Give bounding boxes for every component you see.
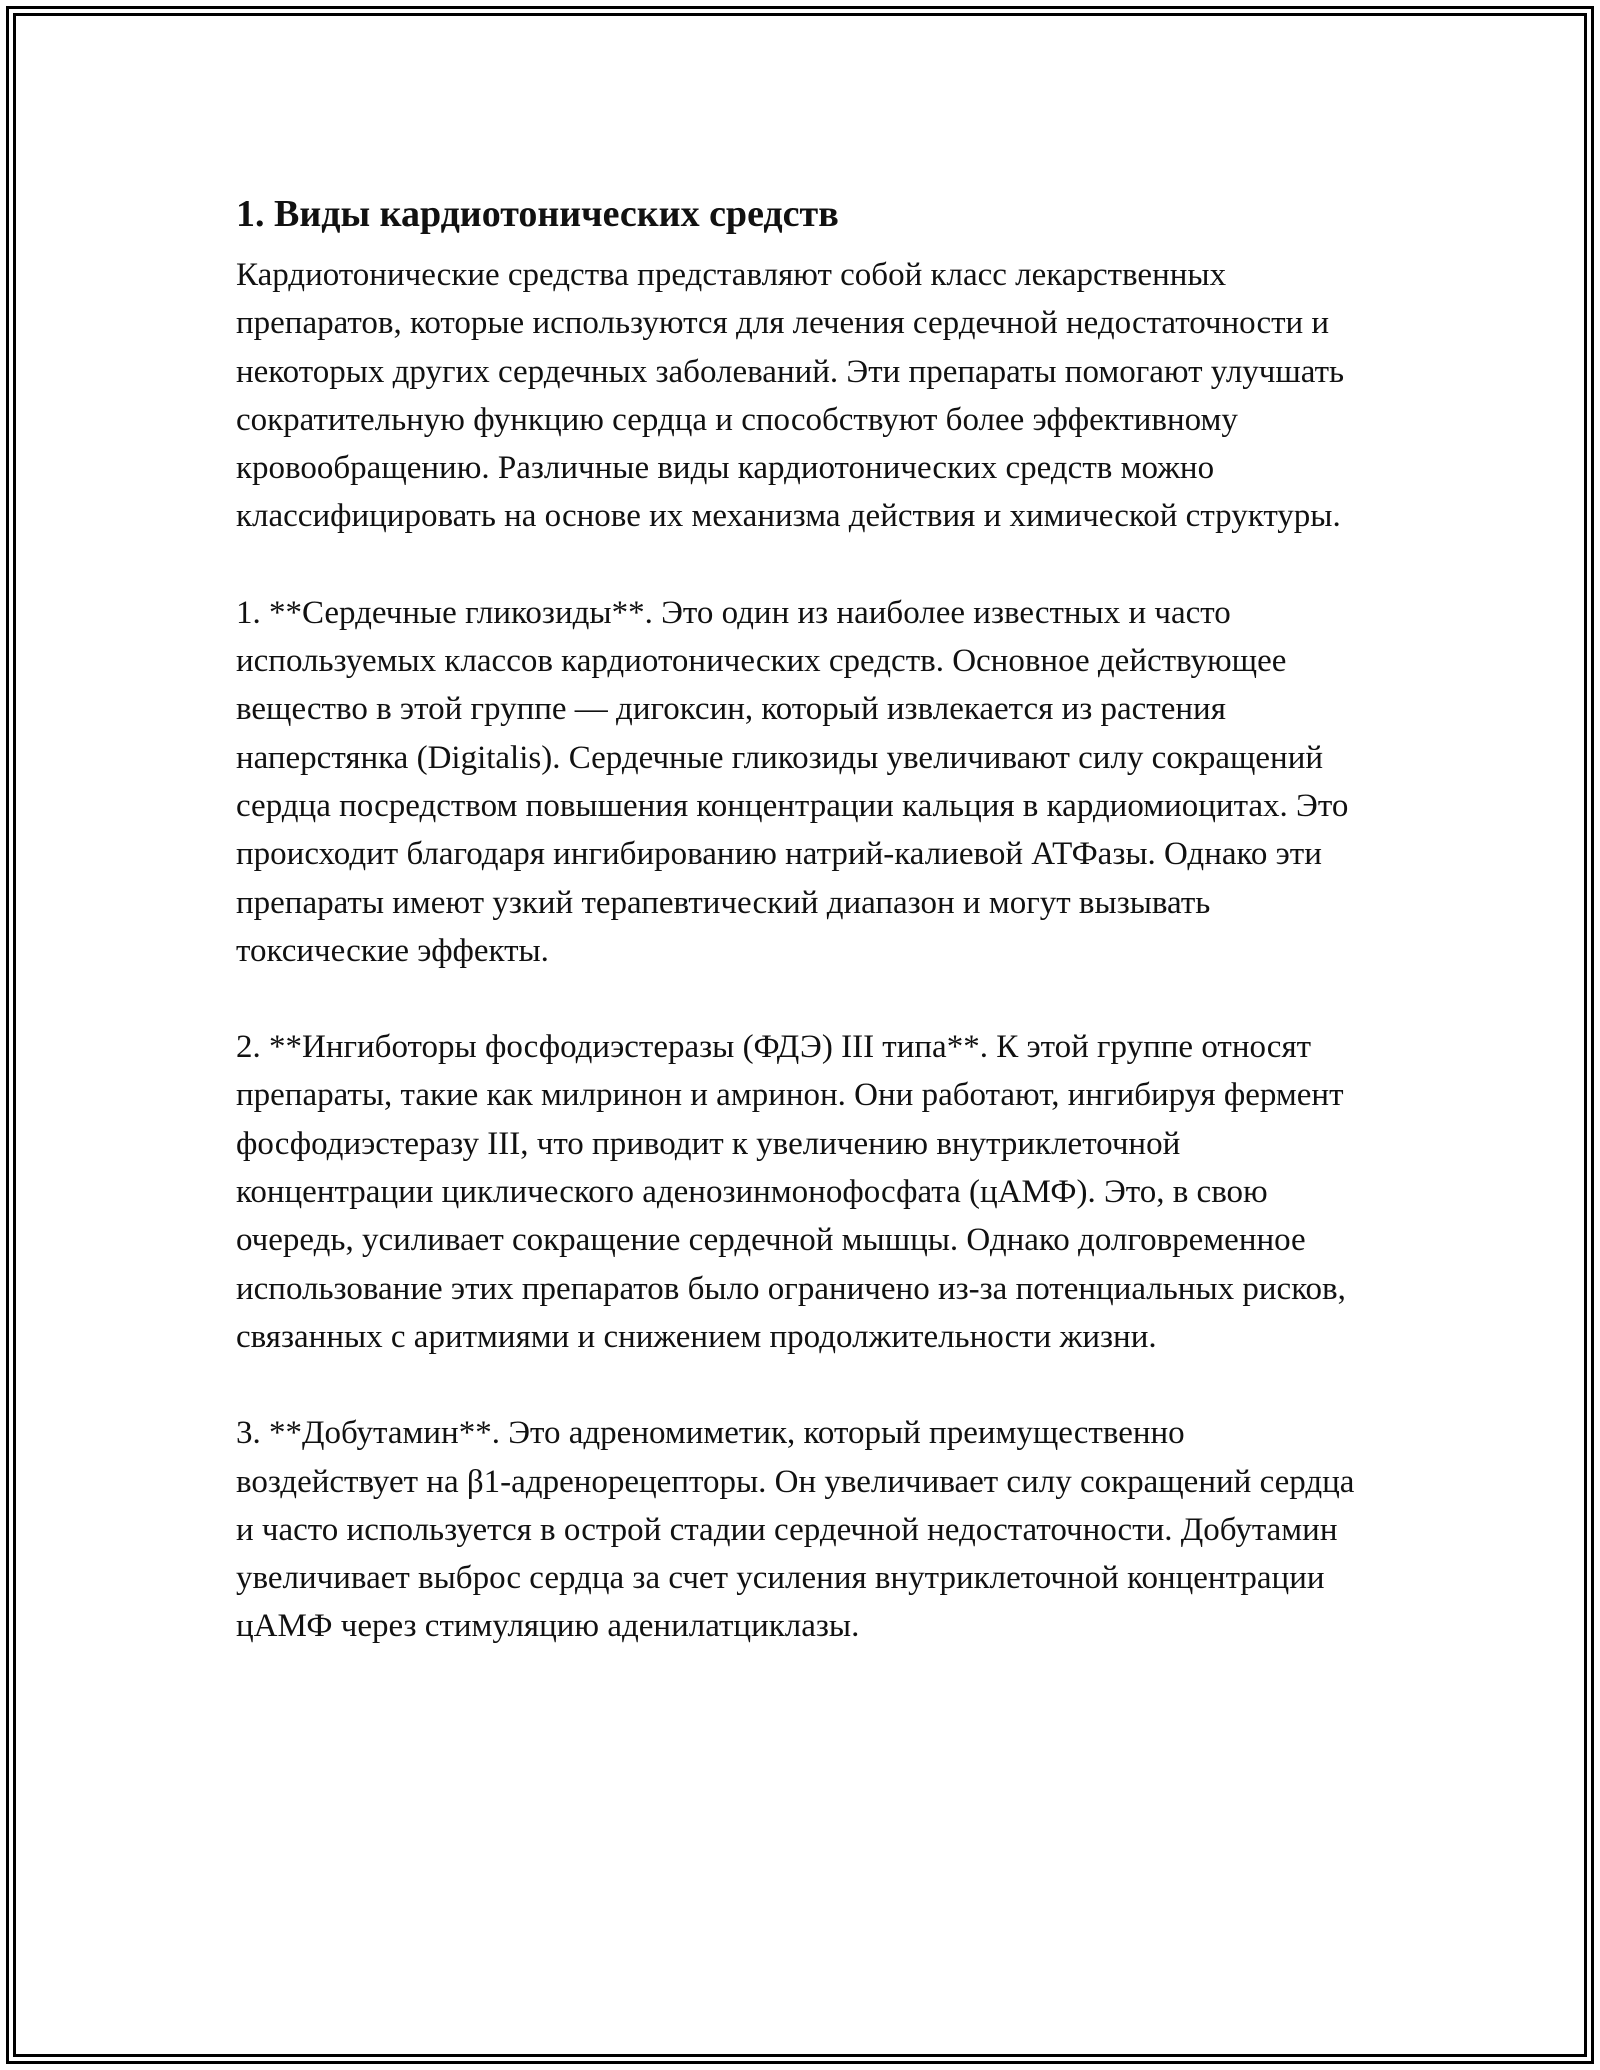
intro-paragraph: Кардиотонические средства представляют собой класс лекарственных препаратов, которые используются для лечения сердечной недостаточности и некоторых других сердечных заболеваний. Эти препараты помогают улучшать сократительную функцию сердца и способствуют более эффективному кровообращению. Различные виды кардиотонических средств можно классифицировать на основе их механизма действия и химической структуры. (236, 257, 1345, 535)
paragraph-dobutamine: 3. **Добутамин**. Это адреномиметик, который преимущественно воздействует на β1-адренорецепторы. Он увеличивает силу сокращений сердца и часто используется в острой стадии сердечной недостаточности. Добутамин увеличивает выброс сердца за счет усиления внутриклеточной концентрации цАМФ через стимуляцию аденилатциклазы. (236, 1415, 1355, 1645)
section-heading: 1. Виды кардиотонических средств (236, 193, 839, 235)
document-body (236, 182, 1360, 1651)
paragraph-pde3-inhibitors: 2. **Ингиботоры фосфодиэстеразы (ФДЭ) III типа**. К этой группе относят препараты, такие как милринон и амринон. Они работают, ингибируя фермент фосфодиэстеразу III, что приводит к увеличению внутриклеточной концентрации циклического аденозинмонофосфата (цАМФ). Это, в свою очередь, усиливает сокращение сердечной мышцы. Однако долговременное использование этих препаратов было ограничено из-за потенциальных рисков, связанных с аритмиями и снижением продолжительности жизни. (236, 1029, 1346, 1355)
paragraph-cardiac-glycosides: 1. **Сердечные гликозиды**. Это один из наиболее известных и часто используемых классов кардиотонических средств. Основное действующее вещество в этой группе — дигоксин, который извлекается из растения наперстянка (Digitalis). Сердечные гликозиды увеличивают силу сокращений сердца посредством повышения концентрации кальция в кардиомиоцитах. Это происходит благодаря ингибированию натрий-калиевой АТФазы. Однако эти препараты имеют узкий терапевтический диапазон и могут вызывать токсические эффекты. (236, 594, 1349, 969)
